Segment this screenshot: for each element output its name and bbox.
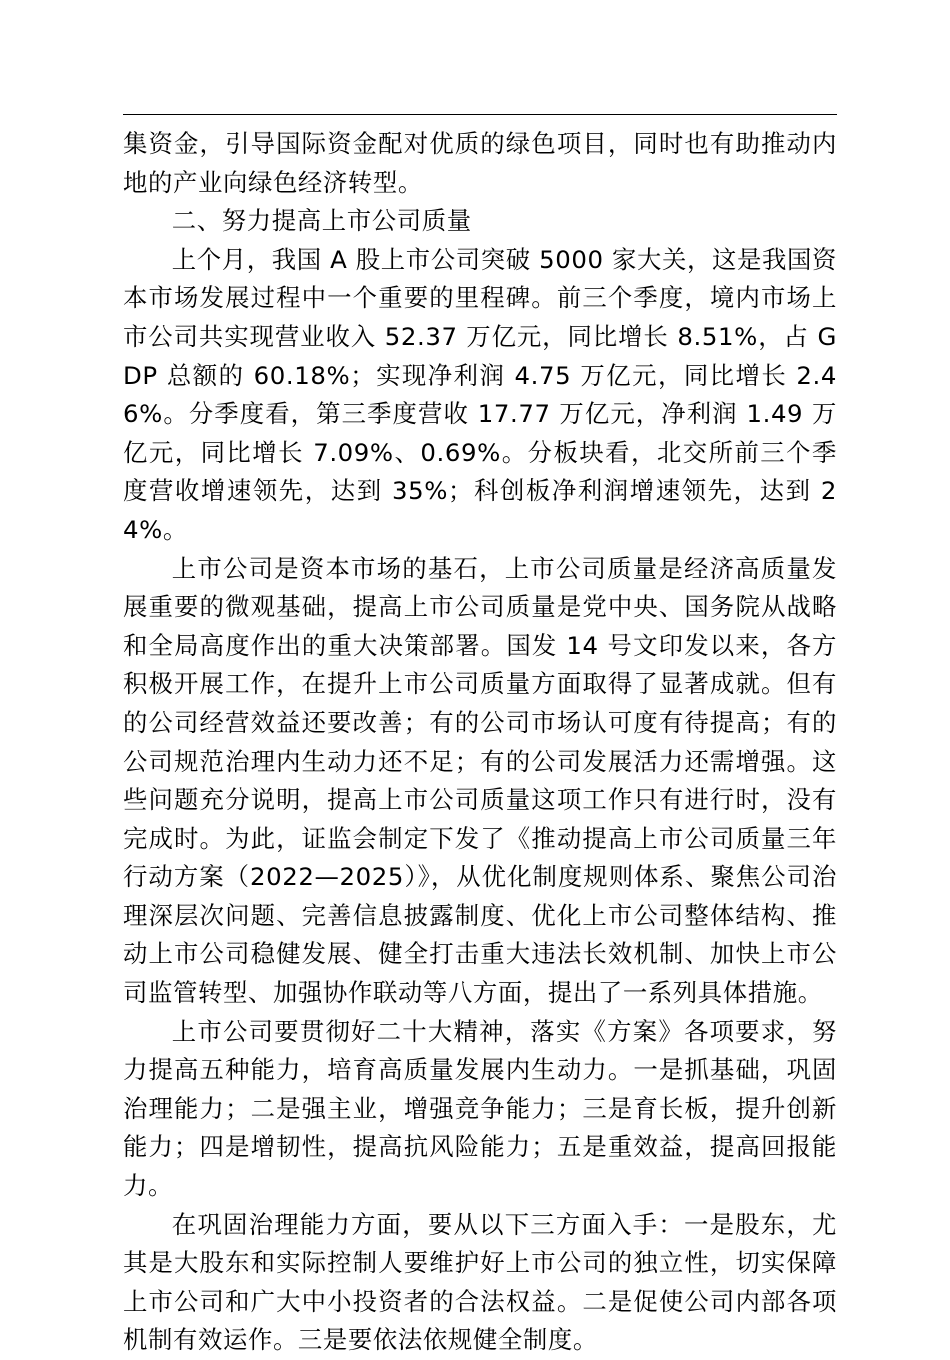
section-heading: 二、努力提高上市公司质量 — [171, 206, 472, 236]
paragraph-listed-companies-stats: 上个月，我国 A 股上市公司突破 5000 家大关，这是我国资本市场发展过程中一个重要的里程碑。前三个季度，境内市场上市公司共实现营业收入 52.37 万亿元，同比增长 8.51%，占 GDP 总额的 60.18%；实现净利润 4.75 万亿元，同比增长 2.46%。分季度看，第三季度营收 17.77 万亿元，净利润 1.49 万亿元，同比增长 7.09%、0.69%。分板块看，北交所前三个季度营收增速领先，达到 35%；科创板净利润增速领先，达到 24%。 — [123, 244, 837, 544]
paragraph-listed-companies-quality: 上市公司是资本市场的基石，上市公司质量是经济高质量发展重要的微观基础，提高上市公司质量是党中央、国务院从战略和全局高度作出的重大决策部署。国发 14 号文印发以来，各方积极开展工作，在提升上市公司质量方面取得了显著成就。但有的公司经营效益还要改善；有的公司市场认可度有待提高；有的公司规范治理内生动力还不足；有的公司发展活力还需增强。这些问题充分说明，提高上市公司质量这项工作只有进行时，没有完成时。为此，证监会制定下发了《推动提高上市公司质量三年行动方案（2022—2025）》，从优化制度规则体系、聚焦公司治理深层次问题、完善信息披露制度、优化上市公司整体结构、推动上市公司稳健发展、健全打击重大违法长效机制、加快上市公司监管转型、加强协作联动等八方面，提出了一系列具体措施。 — [123, 553, 837, 1008]
paragraph-governance: 在巩固治理能力方面，要从以下三方面入手：一是股东，尤其是大股东和实际控制人要维护好上市公司的独立性，切实保障上市公司和广大中小投资者的合法权益。二是促使公司内部各项机制有效运作。三是要依法依规健全制度。 — [123, 1209, 837, 1355]
document-body — [123, 125, 837, 1360]
paragraph-five-capabilities: 上市公司要贯彻好二十大精神，落实《方案》各项要求，努力提高五种能力，培育高质量发展内生动力。一是抓基础，巩固治理能力；二是强主业，增强竞争能力；三是育长板，提升创新能力；四是增韧性，提高抗风险能力；五是重效益，提高回报能力。 — [123, 1016, 837, 1201]
top-rule — [123, 114, 837, 115]
paragraph-continuation: 集资金，引导国际资金配对优质的绿色项目，同时也有助推动内地的产业向绿色经济转型。 — [123, 129, 837, 197]
